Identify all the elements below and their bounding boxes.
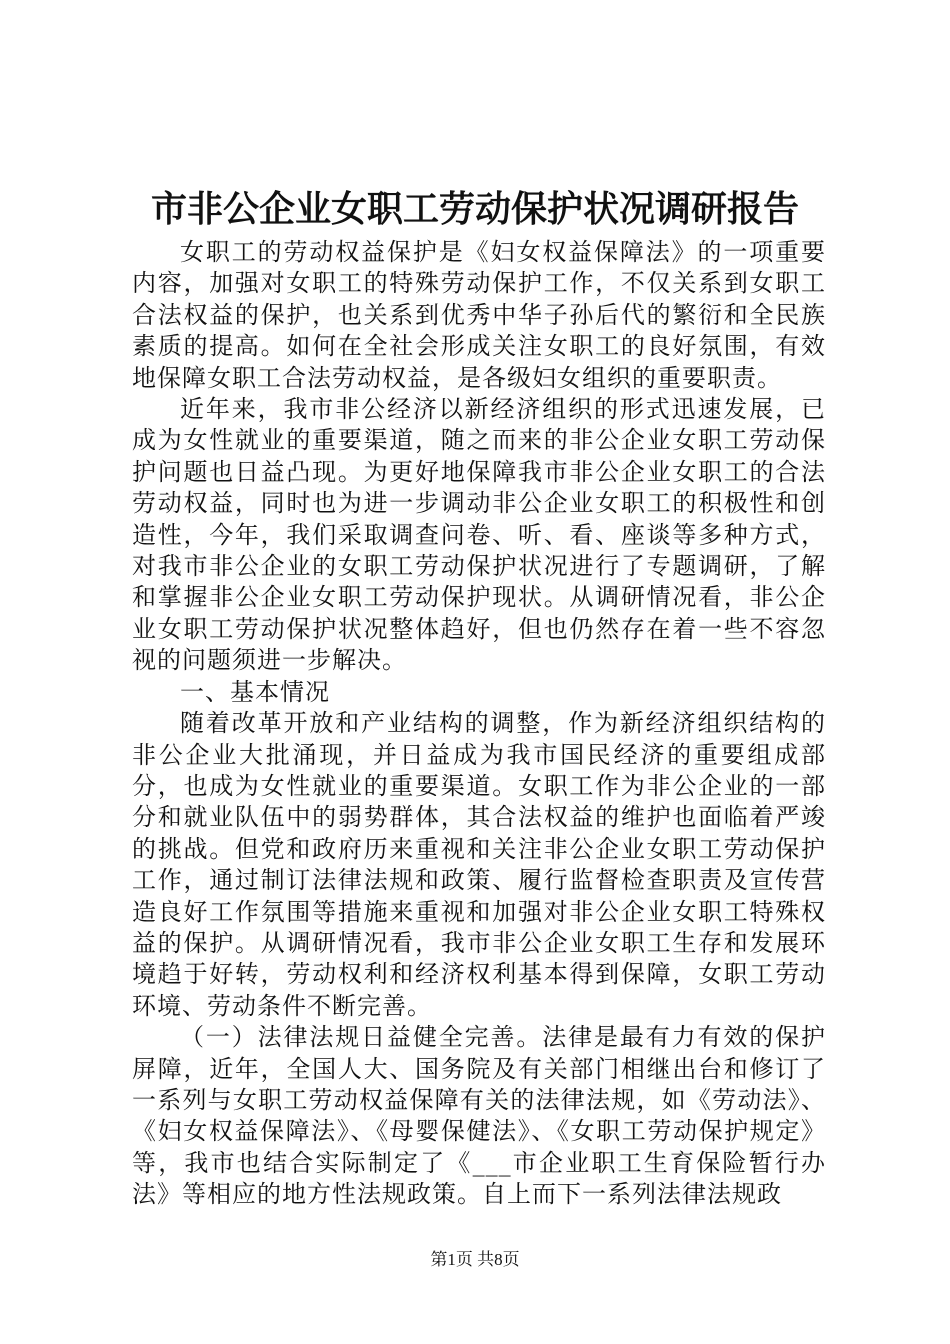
paragraph-intro: 女职工的劳动权益保护是《妇女权益保障法》的一项重要内容，加强对女职工的特殊劳动保护工作，不仅关系到女职工合法权益的保护，也关系到优秀中华子孙后代的繁衍和全民族素质的提高。如何在全社会形成关注女职工的良好氛围，有效地保障女职工合法劳动权益，是各级妇女组织的重要职责。 — [132, 238, 826, 392]
section-heading-basic-situation: 一、基本情况 — [180, 677, 330, 706]
page-footer: 第1页 共8页 — [430, 1250, 520, 1269]
paragraph-basic-situation: 随着改革开放和产业结构的调整，作为新经济组织结构的非公企业大批涌现，并日益成为我市国民经济的重要组成部分，也成为女性就业的重要渠道。女职工作为非公企业的一部分和就业队伍中的弱势群体，其合法权益的维护也面临着严竣的挑战。但党和政府历来重视和关注非公企业女职工劳动保护工作，通过制订法律法规和政策、履行监督检查职责及宣传营造良好工作氛围等措施来重视和加强对非公企业女职工特殊权益的保护。从调研情况看，我市非公企业女职工生存和发展环境趋于好转，劳动权利和经济权利基本得到保障，女职工劳动环境、劳动条件不断完善。 — [132, 709, 826, 1020]
document-title: 市非公企业女职工劳动保护状况调研报告 — [150, 188, 799, 230]
paragraph-background: 近年来，我市非公经济以新经济组织的形式迅速发展，已成为女性就业的重要渠道，随之而来的非公企业女职工劳动保护问题也日益凸现。为更好地保障我市非公企业女职工的合法劳动权益，同时也为进一步调动非公企业女职工的积极性和创造性，今年，我们采取调查问卷、听、看、座谈等多种方式，对我市非公企业的女职工劳动保护状况进行了专题调研，了解和掌握非公企业女职工劳动保护现状。从调研情况看，非公企业女职工劳动保护状况整体趋好，但也仍然存在着一些不容忽视的问题须进一步解决。 — [132, 395, 826, 675]
document-body — [132, 237, 826, 1211]
paragraph-laws-regulations: （一）法律法规日益健全完善。法律是最有力有效的保护屏障，近年，全国人大、国务院及有关部门相继出台和修订了一系列与女职工劳动权益保障有关的法律法规，如《劳动法》、《妇女权益保障法》、《母婴保健法》、《女职工劳动保护规定》等，我市也结合实际制定了《___市企业职工生育保险暂行办法》等相应的地方性法规政策。自上而下一系列法律法规政 — [132, 1023, 826, 1209]
